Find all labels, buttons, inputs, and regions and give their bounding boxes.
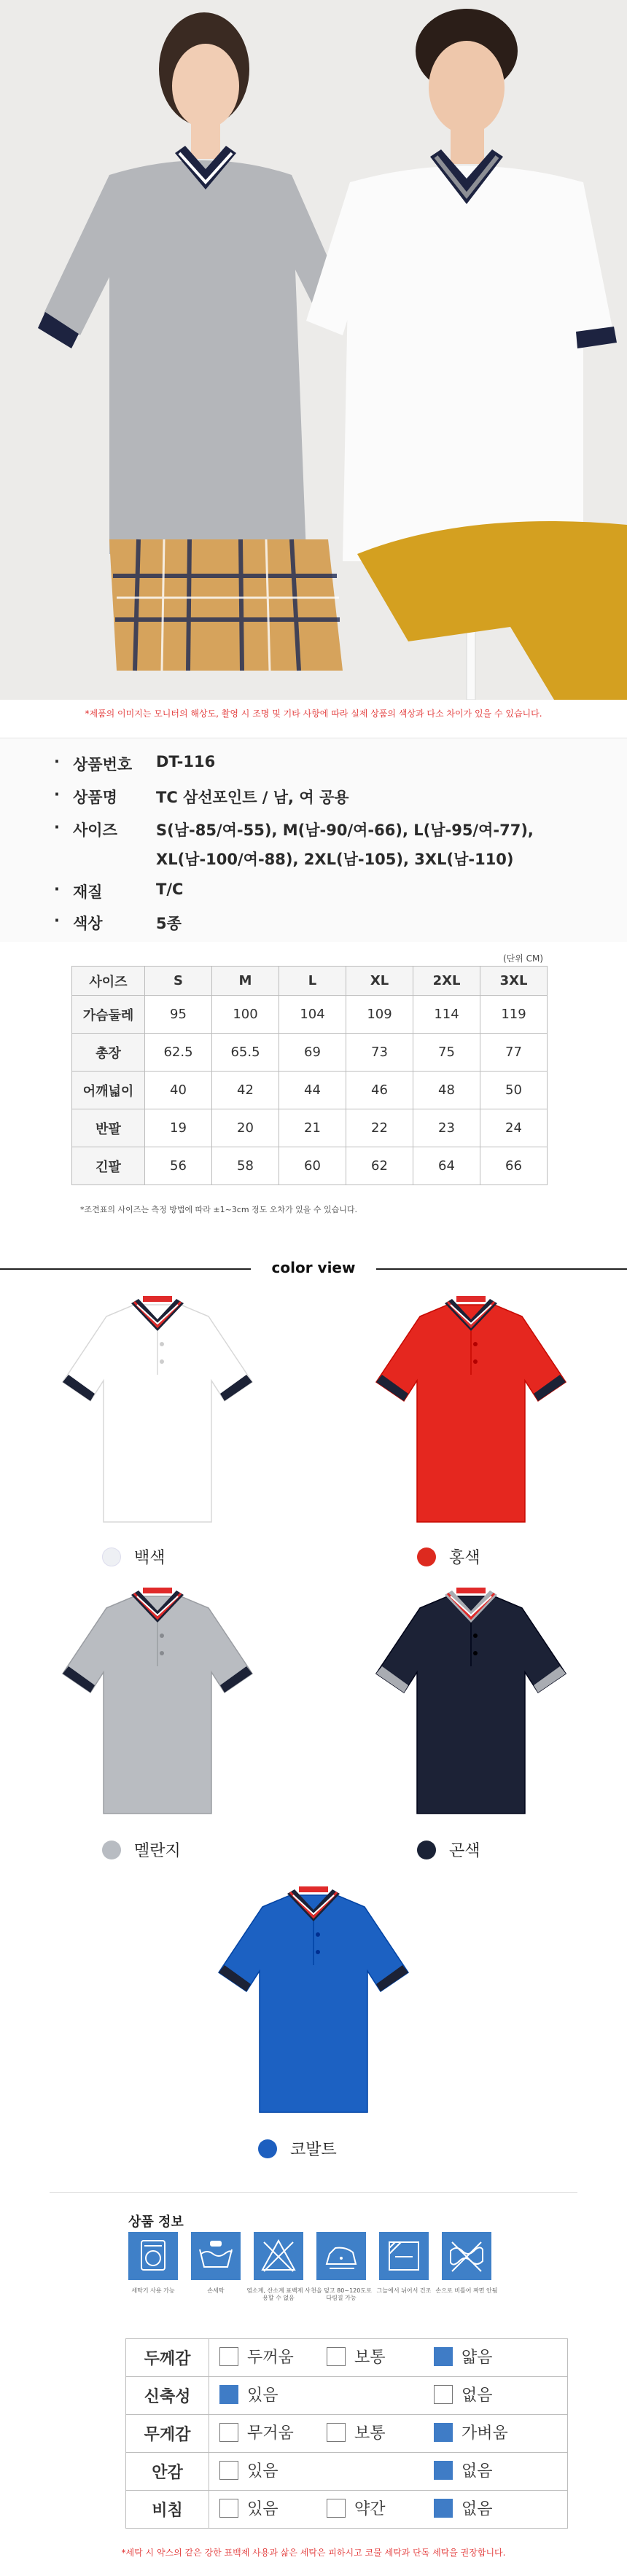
property-option: 두꺼움: [219, 2345, 322, 2368]
info-value: XL(남-100/여-88), 2XL(남-105), 3XL(남-110): [156, 851, 514, 868]
care-label: 염소계, 산소계 표백제 사용할 수 없음: [246, 2287, 311, 2301]
polo-shirt-melange: [61, 1586, 254, 1822]
no-wring-icon: [442, 2232, 491, 2280]
table-row: [72, 1109, 548, 1147]
checkbox: [434, 2499, 453, 2518]
info-row-code: [54, 753, 215, 775]
polo-shirt-cobalt: [217, 1885, 410, 2121]
table-cell: 19: [145, 1109, 212, 1147]
info-label: 색상: [73, 915, 103, 932]
property-option: 없음: [434, 2459, 536, 2481]
table-cell: 64: [413, 1147, 480, 1185]
info-label: 사이즈: [73, 821, 117, 839]
table-cell: 48: [413, 1072, 480, 1109]
polo-shirt-navy: [375, 1586, 567, 1822]
property-option: 약간: [327, 2497, 429, 2519]
property-option: 있음: [219, 2383, 322, 2405]
info-value: S(남-85/여-55), M(남-90/여-66), L(남-95/여-77),: [156, 821, 534, 839]
table-row: [72, 1034, 548, 1072]
info-row-size: [54, 819, 534, 840]
property-name: 안감: [126, 2453, 209, 2491]
table-cell: 77: [480, 1034, 548, 1072]
checkbox: [434, 2423, 453, 2442]
checkbox: [327, 2499, 346, 2518]
info-value: DT-116: [156, 753, 216, 770]
table-cell: 65.5: [212, 1034, 279, 1072]
fabric-properties-table: [125, 2338, 568, 2529]
info-row-colors: [54, 912, 182, 934]
table-cell: 반팔: [72, 1109, 145, 1147]
table-cell: 40: [145, 1072, 212, 1109]
care-label: 세탁기 사용 가능: [131, 2287, 175, 2294]
table-row: [72, 1072, 548, 1109]
table-cell: 22: [346, 1109, 413, 1147]
color-swatch-red: [417, 1545, 480, 1568]
table-row: [126, 2453, 568, 2491]
size-table: [71, 966, 548, 1185]
table-header: XL: [346, 967, 413, 996]
care-label: 손으로 비틀어 짜면 안됨: [435, 2287, 498, 2294]
care-label: 손세탁: [207, 2287, 225, 2294]
table-cell: 69: [279, 1034, 346, 1072]
table-cell: 95: [145, 996, 212, 1034]
polo-shirt-red: [375, 1295, 567, 1531]
table-cell: 66: [480, 1147, 548, 1185]
info-row-name: [54, 786, 349, 808]
image-color-notice: *제품의 이미지는 모니터의 해상도, 촬영 시 조명 및 기타 사항에 따라 실제 상품의 색상과 다소 차이가 있을 수 있습니다.: [85, 709, 542, 719]
size-unit: (단위 CM): [503, 953, 544, 964]
checkbox: [219, 2499, 238, 2518]
swatch-dot: [102, 1547, 121, 1566]
table-cell: 109: [346, 996, 413, 1034]
info-value: 5종: [156, 915, 182, 932]
property-name: 두께감: [126, 2339, 209, 2377]
bullet: ·: [54, 753, 60, 770]
checkbox: [434, 2461, 453, 2480]
info-label: 상품명: [73, 789, 117, 806]
table-cell: 50: [480, 1072, 548, 1109]
color-swatch-cobalt: [258, 2137, 337, 2160]
table-header: S: [145, 967, 212, 996]
table-cell: 58: [212, 1147, 279, 1185]
swatch-dot: [417, 1841, 436, 1859]
divider: [50, 2192, 577, 2193]
size-note: *조견표의 사이즈는 측정 방법에 따라 ±1~3cm 정도 오차가 있을 수 있습니다.: [80, 1205, 358, 1214]
checkbox: [219, 2461, 238, 2480]
table-cell: 60: [279, 1147, 346, 1185]
table-header: 3XL: [480, 967, 548, 996]
color-swatch-navy: [417, 1838, 480, 1861]
table-row: [72, 996, 548, 1034]
color-name: 홍색: [449, 1549, 480, 1567]
washing-machine-icon: [128, 2232, 178, 2280]
table-cell: 긴팔: [72, 1147, 145, 1185]
checkbox: [434, 2385, 453, 2404]
checkbox: [219, 2347, 238, 2366]
info-row-material: [54, 881, 183, 902]
no-bleach-icon: [254, 2232, 303, 2280]
property-option: 얇음: [434, 2345, 536, 2368]
wash-note: *세탁 시 약스의 같은 강한 표백제 사용과 삶은 세탁은 피하시고 코물 세탁과 단독 세탁을 권장합니다.: [121, 2548, 506, 2558]
hand-wash-icon: [191, 2232, 241, 2280]
table-cell: 21: [279, 1109, 346, 1147]
bullet: ·: [54, 786, 60, 803]
table-cell: 119: [480, 996, 548, 1034]
table-row: [72, 1147, 548, 1185]
property-option: 보통: [327, 2421, 429, 2443]
info-value: TC 삼선포인트 / 남, 여 공용: [156, 789, 349, 806]
table-row: [126, 2339, 568, 2377]
checkbox: [219, 2423, 238, 2442]
model-photo-illustration: [0, 0, 627, 700]
property-name: 신축성: [126, 2377, 209, 2415]
swatch-dot: [417, 1547, 436, 1566]
care-label: 그늘에서 뉘어서 건조: [376, 2287, 432, 2294]
table-cell: 104: [279, 996, 346, 1034]
table-cell: 75: [413, 1034, 480, 1072]
table-cell: 62.5: [145, 1034, 212, 1072]
table-cell: 114: [413, 996, 480, 1034]
property-option: 없음: [434, 2383, 536, 2405]
hero-photo: [0, 0, 627, 700]
table-cell: 44: [279, 1072, 346, 1109]
color-name: 멜란지: [134, 1842, 181, 1860]
product-info-block: [0, 738, 627, 942]
checkbox: [327, 2347, 346, 2366]
checkbox: [434, 2347, 453, 2366]
color-name: 백색: [134, 1549, 165, 1567]
iron-icon: [316, 2232, 366, 2280]
checkbox: [327, 2423, 346, 2442]
color-name: 곤색: [449, 1842, 480, 1860]
table-cell: 46: [346, 1072, 413, 1109]
color-swatch-white: [102, 1545, 165, 1568]
table-cell: 100: [212, 996, 279, 1034]
property-option: 없음: [434, 2497, 536, 2519]
table-header: M: [212, 967, 279, 996]
table-cell: 56: [145, 1147, 212, 1185]
info-label: [73, 848, 156, 870]
swatch-dot: [258, 2139, 277, 2158]
color-name: 코발트: [290, 2141, 337, 2159]
product-info-title: 상품 정보: [128, 2214, 184, 2230]
table-cell: 가슴둘레: [72, 996, 145, 1034]
info-label: 상품번호: [73, 756, 133, 773]
table-cell: 20: [212, 1109, 279, 1147]
table-cell: 어깨넓이: [72, 1072, 145, 1109]
care-label: 천을 덮고 80~120도로 다림질 가능: [311, 2287, 372, 2301]
property-option: 무거움: [219, 2421, 322, 2443]
property-name: 비침: [126, 2491, 209, 2529]
polo-shirt-white: [61, 1295, 254, 1531]
table-row: [126, 2415, 568, 2453]
table-row: [126, 2491, 568, 2529]
bullet: ·: [54, 819, 60, 836]
property-name: 무게감: [126, 2415, 209, 2453]
info-label: 재질: [73, 883, 103, 901]
table-cell: 62: [346, 1147, 413, 1185]
color-swatch-melange: [102, 1838, 181, 1861]
table-row: [126, 2377, 568, 2415]
table-cell: 42: [212, 1072, 279, 1109]
table-header-row: [72, 967, 548, 996]
info-row-size-cont: [54, 848, 514, 870]
table-cell: 총장: [72, 1034, 145, 1072]
property-option: 있음: [219, 2497, 322, 2519]
table-cell: 24: [480, 1109, 548, 1147]
bullet: ·: [54, 912, 60, 929]
swatch-dot: [102, 1841, 121, 1859]
shade-dry-icon: [379, 2232, 429, 2280]
checkbox: [219, 2385, 238, 2404]
table-cell: 73: [346, 1034, 413, 1072]
table-cell: 23: [413, 1109, 480, 1147]
table-header: 2XL: [413, 967, 480, 996]
info-value: T/C: [156, 881, 184, 898]
property-option: 가벼움: [434, 2421, 536, 2443]
property-option: 보통: [327, 2345, 429, 2368]
bullet: ·: [54, 881, 60, 898]
table-header: 사이즈: [72, 967, 145, 996]
property-option: 있음: [219, 2459, 322, 2481]
table-header: L: [279, 967, 346, 996]
color-view-title: color view: [271, 1259, 356, 1276]
